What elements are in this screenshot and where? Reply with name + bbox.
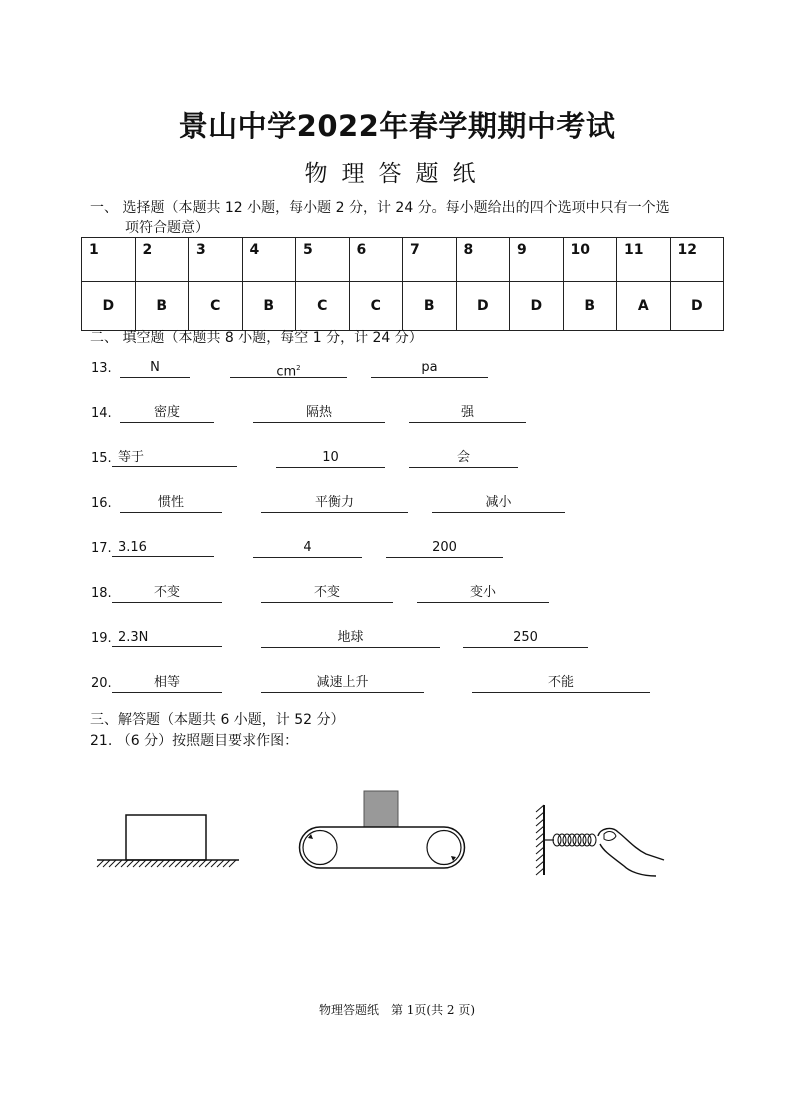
question-number: 11	[617, 238, 671, 282]
q17-blank-1: 3.16	[112, 539, 214, 557]
question-number: 8	[456, 238, 510, 282]
q16-blank-2: 平衡力	[261, 494, 408, 513]
q20-blank-2: 减速上升	[261, 674, 424, 693]
q16-number: 16.	[91, 496, 112, 511]
question-number: 2	[135, 238, 189, 282]
exam-title: 景山中学2022年春学期期中考试	[178, 109, 616, 143]
section3-heading: 三、解答题（本题共 6 小题，计 52 分）	[90, 712, 345, 728]
choice-answer-table	[81, 237, 724, 331]
question-number: 10	[563, 238, 617, 282]
section1-heading-line1: 一、 选择题（本题共 12 小题，每小题 2 分，计 24 分。每小题给出的四个选项中只有一个选	[90, 200, 670, 216]
q14-number: 14.	[91, 406, 112, 421]
answer-cell: A	[617, 282, 671, 331]
question-number: 3	[189, 238, 243, 282]
fingernail	[604, 832, 616, 841]
q13-blank-3: pa	[371, 359, 488, 378]
finger-outline	[598, 829, 664, 876]
q15-blank-1: 等于	[112, 449, 237, 467]
q18-blank-3: 变小	[417, 584, 549, 603]
answer-cell: C	[296, 282, 350, 331]
q14-blank-3: 强	[409, 404, 526, 423]
q14-blank-1: 密度	[120, 404, 214, 423]
question-number: 4	[242, 238, 296, 282]
question-number: 1	[82, 238, 136, 282]
answer-row	[82, 282, 724, 331]
q15-blank-3: 会	[409, 449, 518, 468]
spring-coils	[553, 834, 596, 846]
page-footer: 物理答题纸 第 1页(共 2 页)	[318, 1003, 476, 1017]
block	[126, 815, 206, 860]
answer-cell: B	[403, 282, 457, 331]
ground-hatching	[97, 860, 236, 867]
q13-blank-2-unit: cm	[276, 364, 297, 380]
section1-heading-line2: 项符合题意）	[125, 220, 209, 236]
q18-number: 18.	[91, 586, 112, 601]
question-number-row	[82, 238, 724, 282]
box-on-belt	[364, 791, 398, 827]
q13-blank-1: N	[120, 359, 190, 378]
answer-cell: B	[135, 282, 189, 331]
q16-blank-1: 惯性	[120, 494, 222, 513]
q19-blank-2: 地球	[261, 629, 440, 648]
q17-blank-3: 200	[386, 539, 503, 558]
q18-blank-2: 不变	[261, 584, 393, 603]
q19-number: 19.	[91, 631, 112, 646]
left-roller	[303, 831, 337, 865]
q20-blank-1: 相等	[112, 674, 222, 693]
q19-blank-1: 2.3N	[112, 629, 222, 647]
spring-finger-figure	[530, 800, 670, 880]
answer-cell: D	[82, 282, 136, 331]
question-number: 6	[349, 238, 403, 282]
question-number: 7	[403, 238, 457, 282]
block-on-ground-figure	[92, 805, 244, 875]
q17-number: 17.	[91, 541, 112, 556]
wall-hatching	[536, 805, 544, 875]
q21-prompt: 21. （6 分）按照题目要求作图：	[90, 733, 299, 749]
q19-blank-3: 250	[463, 629, 588, 648]
section2-heading: 二、 填空题（本题共 8 小题，每空 1 分，计 24 分）	[90, 330, 423, 346]
q20-number: 20.	[91, 676, 112, 691]
q17-blank-2: 4	[253, 539, 362, 558]
q15-blank-2: 10	[276, 449, 385, 468]
question-number: 5	[296, 238, 350, 282]
q16-blank-3: 减小	[432, 494, 565, 513]
q14-blank-2: 隔热	[253, 404, 385, 423]
q13-number: 13.	[91, 361, 112, 376]
q15-number: 15.	[91, 451, 112, 466]
answer-cell: C	[349, 282, 403, 331]
answer-sheet-subtitle: 物理答题纸	[304, 161, 490, 187]
right-roller	[427, 831, 461, 865]
question-number: 12	[670, 238, 724, 282]
q20-blank-3: 不能	[472, 674, 650, 693]
q13-blank-2	[230, 359, 347, 378]
answer-cell: D	[670, 282, 724, 331]
q18-blank-1: 不变	[112, 584, 222, 603]
question-number: 9	[510, 238, 564, 282]
q13-blank-2-exponent: 2	[296, 364, 301, 372]
answer-cell: B	[242, 282, 296, 331]
answer-cell: D	[510, 282, 564, 331]
answer-cell: C	[189, 282, 243, 331]
answer-cell: D	[456, 282, 510, 331]
answer-cell: B	[563, 282, 617, 331]
conveyor-belt-figure	[292, 788, 470, 878]
